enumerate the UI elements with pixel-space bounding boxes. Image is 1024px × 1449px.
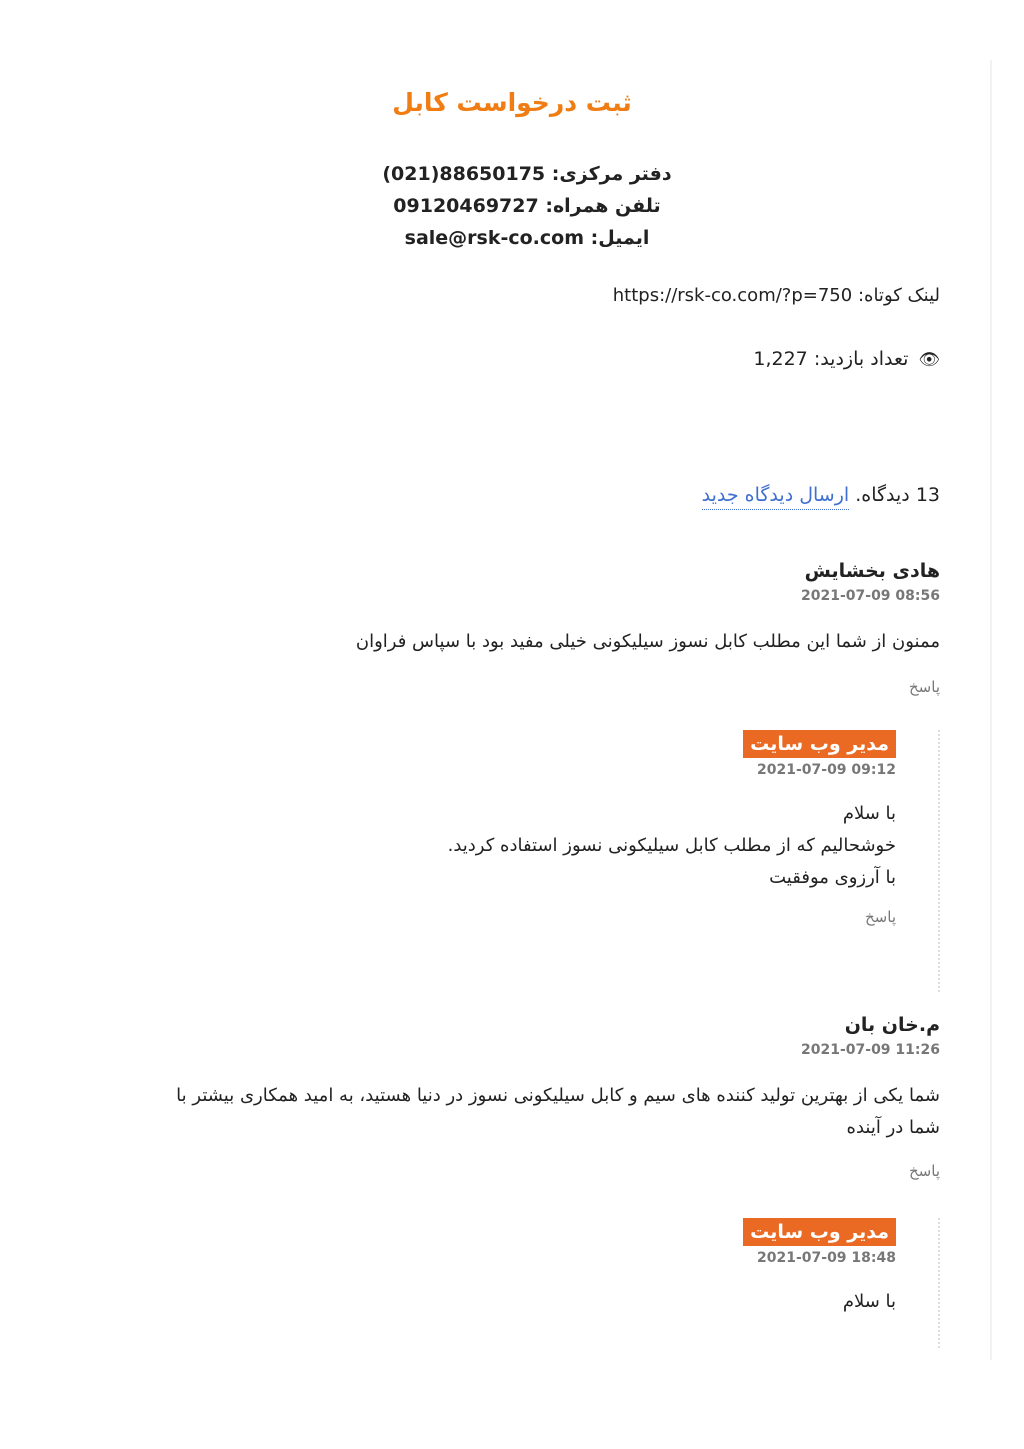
comment-line: با سلام [842,1291,896,1312]
mobile-phone-value[interactable]: 09120469727 [393,195,539,217]
office-phone-label: دفتر مرکزی: [551,163,672,185]
mobile-phone-row [0,190,1024,222]
view-count-label: تعداد بازدید: [813,348,909,370]
comment-date: 2021-07-09 08:56 [801,588,940,604]
comment-line: با سلام [842,803,896,824]
admin-badge: مدیر وب سایت [743,730,896,758]
comment-date: 2021-07-09 18:48 [757,1250,896,1266]
comment-text: شما یکی از بهترین تولید کننده های سیم و کابل سیلیکونی نسوز در دنیا هستید، به امید همکاری بیشتر با شما در آینده [176,1085,940,1138]
admin-badge: مدیر وب سایت [743,1218,896,1246]
comments-header [702,484,940,506]
comments-count: 13 دیدگاه. [855,484,940,506]
reply-link[interactable]: پاسخ [909,1162,940,1180]
admin-reply [336,730,940,992]
short-link [613,285,940,306]
admin-reply [336,1218,940,1348]
comment-date: 2021-07-09 09:12 [757,762,896,778]
contact-info [0,158,1024,254]
eye-icon: 👁 [918,350,940,370]
email-label: ایمیل: [590,227,650,249]
comment-line: با آرزوی موفقیت [769,867,896,888]
short-link-url[interactable]: https://rsk-co.com/?p=750 [612,285,853,306]
office-phone-value[interactable]: 88650175(021) [382,163,546,185]
mobile-phone-label: تلفن همراه: [545,195,661,217]
page-title: ثبت درخواست کابل [392,88,632,117]
new-comment-link[interactable]: ارسال دیدگاه جدید [702,484,850,510]
reply-link[interactable]: پاسخ [865,908,896,926]
comment-author: م.خان بان [844,1014,940,1036]
view-count-value: 1,227 [753,348,808,370]
comment-line: خوشحالیم که از مطلب کابل سیلیکونی نسوز استفاده کردید. [447,835,896,856]
office-phone-row [0,158,1024,190]
view-count [753,348,940,370]
comment-text: ممنون از شما این مطلب کابل نسوز سیلیکونی خیلی مفید بود با سپاس فراوان [355,631,940,652]
comment [300,560,940,696]
comment-author: هادی بخشایش [804,560,940,582]
email-value[interactable]: sale@rsk-co.com [404,227,585,249]
reply-link[interactable]: پاسخ [909,678,940,696]
comment-date: 2021-07-09 11:26 [801,1042,940,1058]
comment-text [336,798,896,894]
comment [140,1014,940,1180]
comment-text [336,1286,896,1318]
short-link-label: لینک کوتاه: [857,285,940,306]
email-row [0,222,1024,254]
